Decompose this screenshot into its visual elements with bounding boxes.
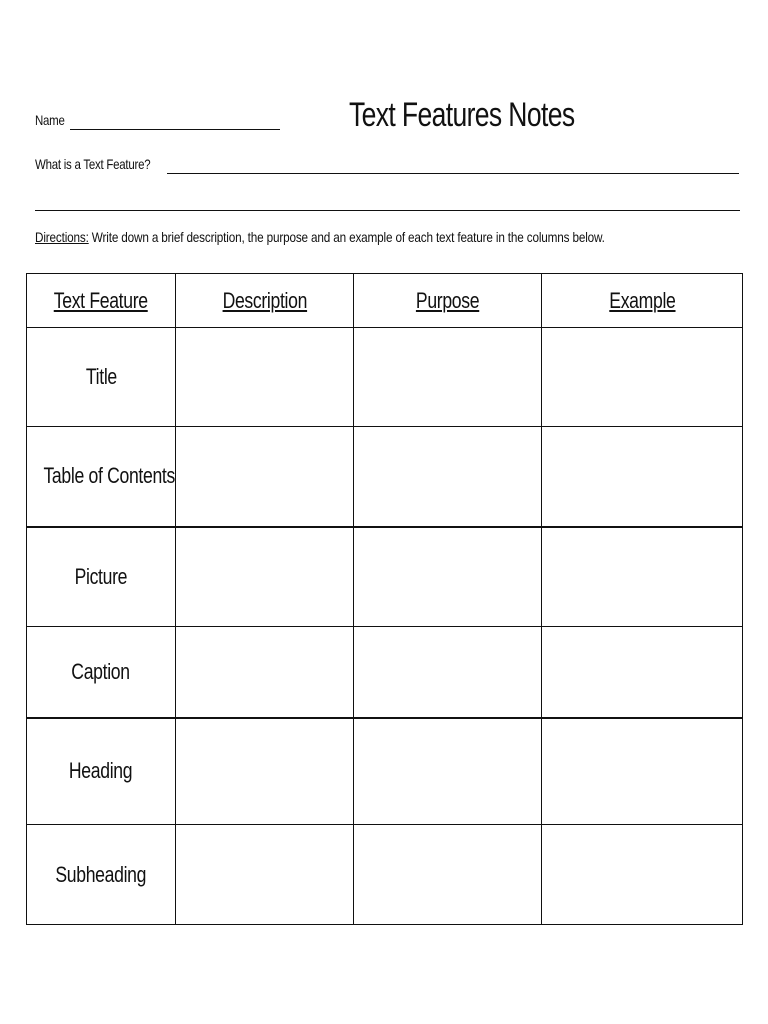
description-cell[interactable] <box>176 527 354 627</box>
row-label-cell <box>27 825 176 925</box>
example-cell[interactable] <box>542 627 743 718</box>
name-field[interactable] <box>70 129 280 130</box>
column-header-purpose: Purpose <box>354 274 542 328</box>
directions <box>35 229 605 245</box>
table-row <box>27 627 743 718</box>
question-label: What is a Text Feature? <box>35 156 151 172</box>
table-row <box>27 825 743 925</box>
example-cell[interactable] <box>542 825 743 925</box>
description-cell[interactable] <box>176 328 354 427</box>
name-label: Name <box>35 112 65 128</box>
column-header-example: Example <box>542 274 743 328</box>
row-label-cell <box>27 718 176 825</box>
row-label-cell <box>27 427 176 527</box>
row-label: Table of Contents <box>43 463 175 489</box>
table-row <box>27 427 743 527</box>
example-cell[interactable] <box>542 527 743 627</box>
description-cell[interactable] <box>176 627 354 718</box>
description-cell[interactable] <box>176 825 354 925</box>
row-label-cell <box>27 627 176 718</box>
table-row <box>27 527 743 627</box>
header <box>35 96 740 136</box>
row-label-cell <box>27 328 176 427</box>
example-cell[interactable] <box>542 328 743 427</box>
column-header-text-feature: Text Feature <box>27 274 176 328</box>
text-features-table <box>26 273 743 925</box>
purpose-cell[interactable] <box>354 328 542 427</box>
purpose-cell[interactable] <box>354 627 542 718</box>
row-label: Picture <box>74 563 128 589</box>
description-cell[interactable] <box>176 427 354 527</box>
directions-text: Write down a brief description, the purpose and an example of each text feature in the columns below. <box>88 229 605 245</box>
page-title: Text Features Notes <box>349 96 575 134</box>
question-answer-line-2[interactable] <box>35 210 740 211</box>
table-header-row <box>27 274 743 328</box>
table-row <box>27 718 743 825</box>
column-header-description: Description <box>176 274 354 328</box>
example-cell[interactable] <box>542 718 743 825</box>
description-cell[interactable] <box>176 718 354 825</box>
purpose-cell[interactable] <box>354 427 542 527</box>
purpose-cell[interactable] <box>354 825 542 925</box>
table-row <box>27 328 743 427</box>
row-label: Caption <box>71 658 131 684</box>
directions-label: Directions: <box>35 229 89 245</box>
question-answer-field[interactable] <box>167 173 739 174</box>
row-label: Title <box>85 364 117 389</box>
row-label: Heading <box>69 758 133 784</box>
row-label: Subheading <box>55 861 147 887</box>
purpose-cell[interactable] <box>354 527 542 627</box>
purpose-cell[interactable] <box>354 718 542 825</box>
example-cell[interactable] <box>542 427 743 527</box>
row-label-cell <box>27 527 176 627</box>
question-row <box>35 156 740 178</box>
